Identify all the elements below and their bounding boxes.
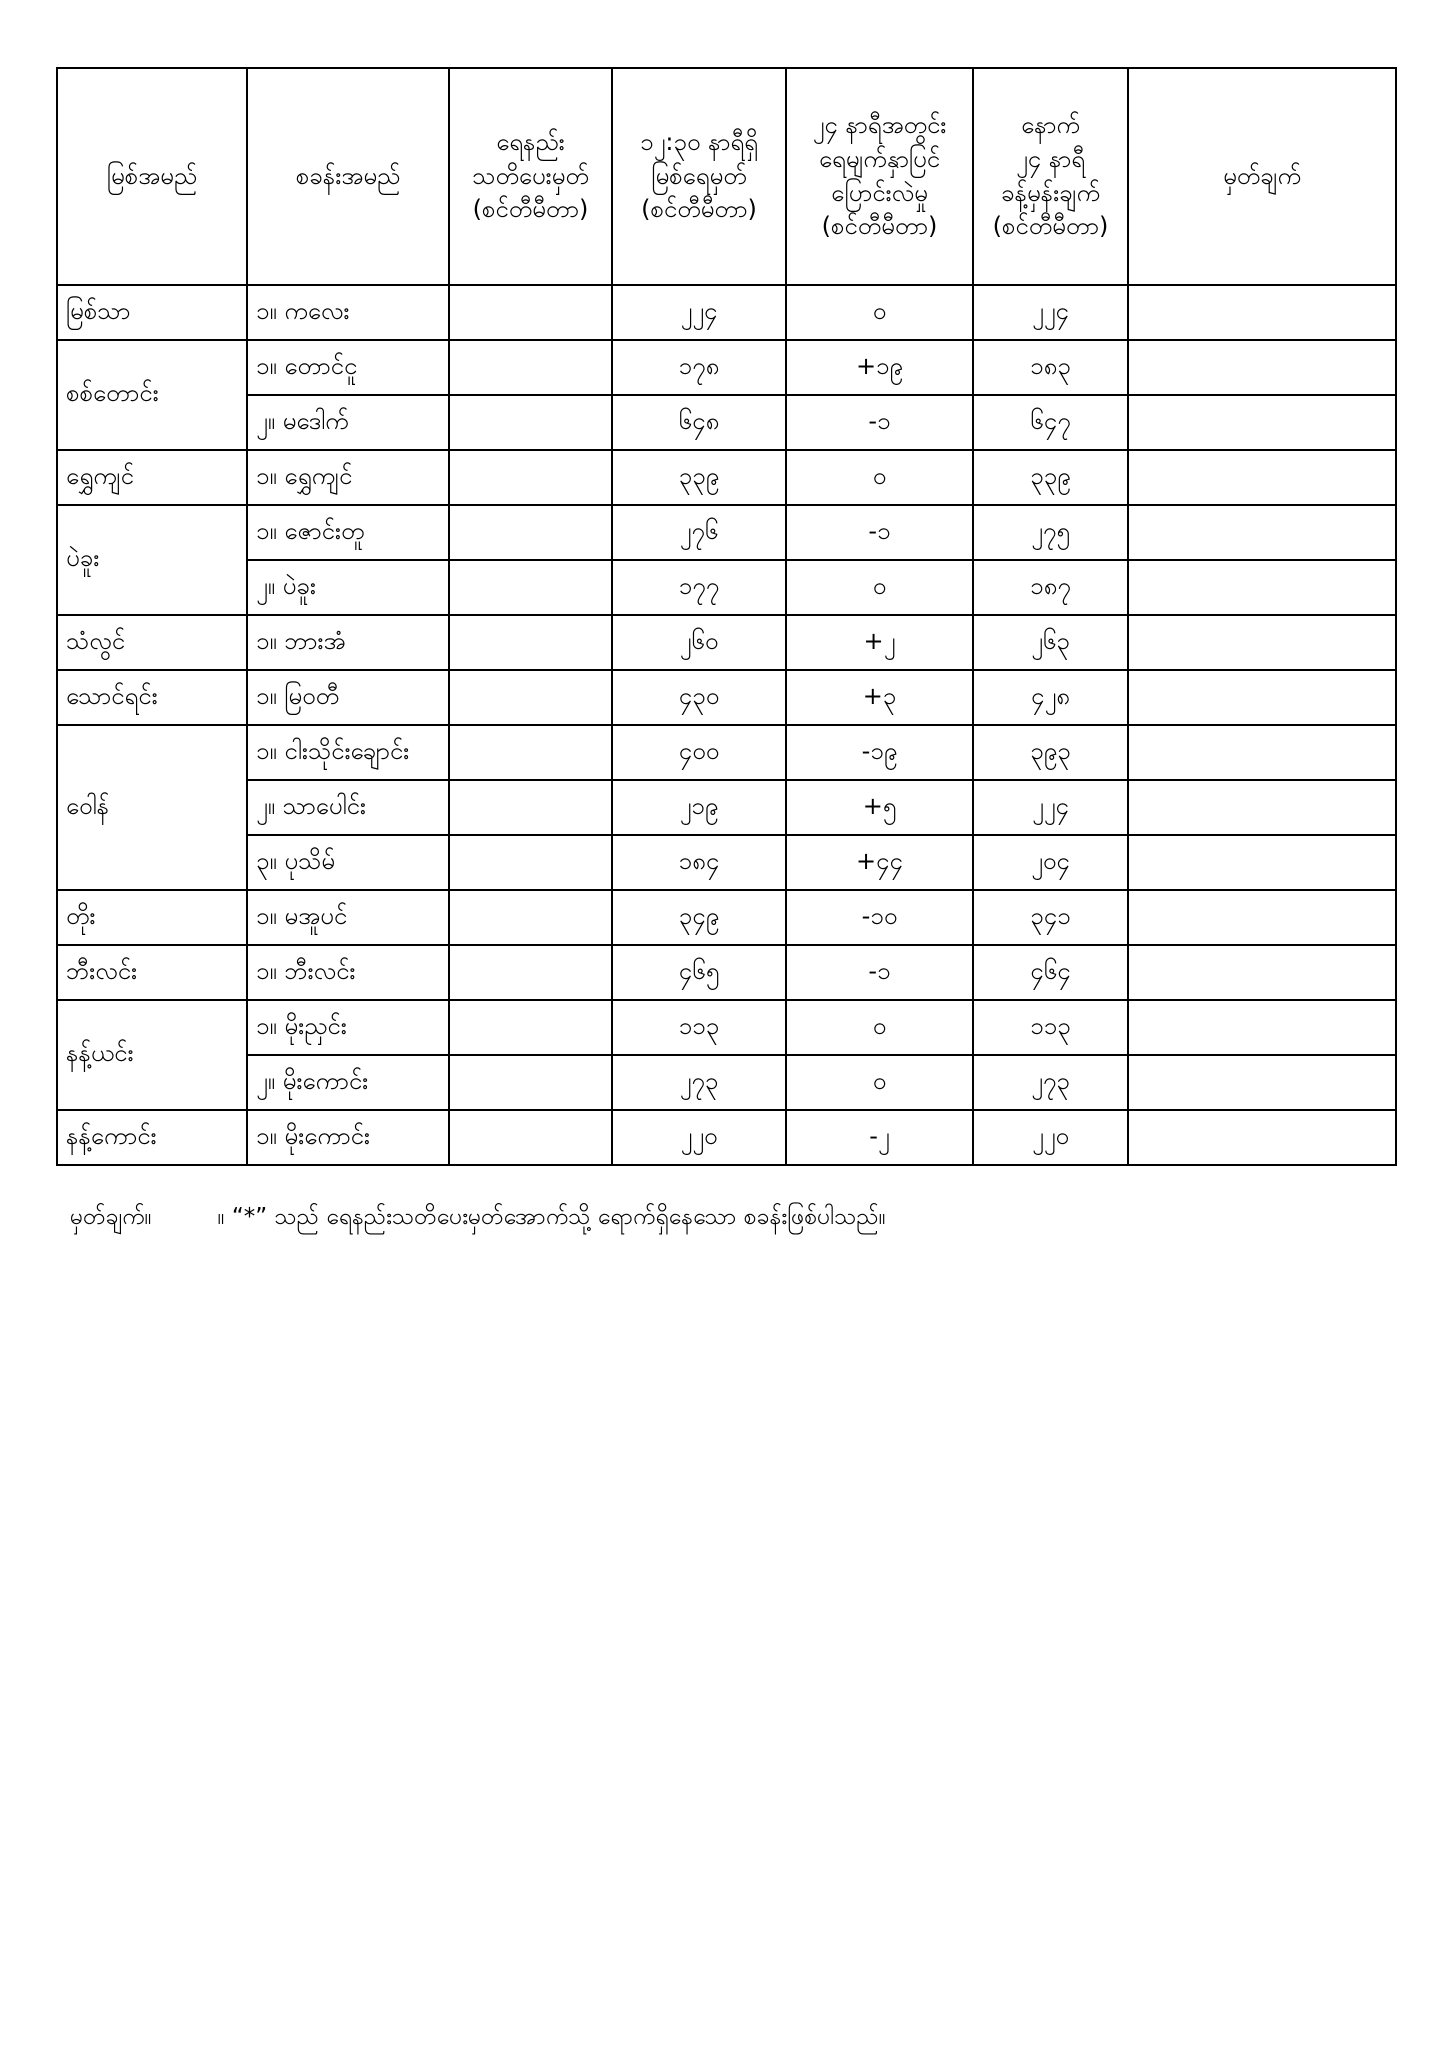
water-level-cell: ၁၈၄ (612, 835, 786, 890)
table-row (57, 670, 1396, 725)
danger-level-cell (449, 615, 612, 670)
change-cell: +၃ (786, 670, 973, 725)
river-name-cell: နန့်ကောင်း (57, 1110, 247, 1165)
danger-level-cell (449, 340, 612, 395)
remark-cell (1128, 450, 1396, 505)
river-name-cell: ရွှေကျင် (57, 450, 247, 505)
remark-cell (1128, 725, 1396, 780)
remark-cell (1128, 615, 1396, 670)
danger-level-cell (449, 285, 612, 340)
river-level-table (56, 67, 1397, 1166)
water-level-cell: ၄၆၅ (612, 945, 786, 1000)
change-cell: -၁၀ (786, 890, 973, 945)
danger-level-cell (449, 835, 612, 890)
footnote-text: ။ “*” သည် ရေနည်းသတိပေးမှတ်အောက်သို့ ရောက်ရှိနေသော စခန်းဖြစ်ပါသည်။ (217, 1204, 886, 1230)
header-row (57, 68, 1396, 285)
change-cell: +၂ (786, 615, 973, 670)
forecast-cell: ၃၉၃ (973, 725, 1128, 780)
station-name-cell: ၁။ မိုးညှင်း (247, 1000, 449, 1055)
danger-level-cell (449, 725, 612, 780)
remark-cell (1128, 505, 1396, 560)
river-name-cell: နန့်ယင်း (57, 1000, 247, 1110)
forecast-cell: ၂၆၃ (973, 615, 1128, 670)
header-change: ၂၄ နာရီအတွင်း ရေမျက်နှာပြင် ပြောင်းလဲမှု (စင်တီမီတာ) (786, 68, 973, 285)
change-cell: -၁၉ (786, 725, 973, 780)
station-name-cell: ၁။ တောင်ငူ (247, 340, 449, 395)
danger-level-cell (449, 395, 612, 450)
water-level-cell: ၂၂၀ (612, 1110, 786, 1165)
table-row (57, 615, 1396, 670)
danger-level-cell (449, 890, 612, 945)
remark-cell (1128, 890, 1396, 945)
table-row (57, 450, 1396, 505)
station-name-cell: ၁။ ကလေး (247, 285, 449, 340)
danger-level-cell (449, 450, 612, 505)
header-river: မြစ်အမည် (57, 68, 247, 285)
change-cell: +၅ (786, 780, 973, 835)
forecast-cell: ၄၆၄ (973, 945, 1128, 1000)
change-cell: -၁ (786, 395, 973, 450)
river-name-cell: စစ်တောင်း (57, 340, 247, 450)
table-row (57, 1000, 1396, 1055)
header-danger-level: ရေနည်း သတိပေးမှတ် (စင်တီမီတာ) (449, 68, 612, 285)
table-row (57, 1055, 1396, 1110)
forecast-cell: ၆၄၇ (973, 395, 1128, 450)
remark-cell (1128, 1055, 1396, 1110)
table-row (57, 835, 1396, 890)
forecast-cell: ၃၃၉ (973, 450, 1128, 505)
forecast-cell: ၂၂၄ (973, 285, 1128, 340)
water-level-cell: ၂၆၀ (612, 615, 786, 670)
header-water-level: ၁၂:၃၀ နာရီရှိ မြစ်ရေမှတ် (စင်တီမီတာ) (612, 68, 786, 285)
river-name-cell: သံလွင် (57, 615, 247, 670)
water-level-cell: ၁၁၃ (612, 1000, 786, 1055)
station-name-cell: ၃။ ပုသိမ် (247, 835, 449, 890)
danger-level-cell (449, 560, 612, 615)
remark-cell (1128, 835, 1396, 890)
danger-level-cell (449, 945, 612, 1000)
station-name-cell: ၁။ မိုးကောင်း (247, 1110, 449, 1165)
change-cell: -၁ (786, 505, 973, 560)
remark-cell (1128, 1110, 1396, 1165)
station-name-cell: ၁။ ဇောင်းတူ (247, 505, 449, 560)
station-name-cell: ၂။ သာပေါင်း (247, 780, 449, 835)
table-row (57, 725, 1396, 780)
forecast-cell: ၂၇၃ (973, 1055, 1128, 1110)
header-forecast: နောက် ၂၄ နာရီ ခန့်မှန်းချက် (စင်တီမီတာ) (973, 68, 1128, 285)
remark-cell (1128, 945, 1396, 1000)
table-body (57, 285, 1396, 1165)
change-cell: +၁၉ (786, 340, 973, 395)
river-name-cell: သောင်ရင်း (57, 670, 247, 725)
remark-cell (1128, 395, 1396, 450)
danger-level-cell (449, 780, 612, 835)
river-name-cell: ဘီးလင်း (57, 945, 247, 1000)
table-row (57, 560, 1396, 615)
river-name-cell: ဝေါန် (57, 725, 247, 890)
footnote (70, 1202, 886, 1236)
water-level-cell: ၄၀၀ (612, 725, 786, 780)
change-cell: ၀ (786, 1000, 973, 1055)
remark-cell (1128, 340, 1396, 395)
remark-cell (1128, 780, 1396, 835)
forecast-cell: ၁၁၃ (973, 1000, 1128, 1055)
river-name-cell: မြစ်သာ (57, 285, 247, 340)
station-name-cell: ၁။ မအူပင် (247, 890, 449, 945)
danger-level-cell (449, 1000, 612, 1055)
table-row (57, 505, 1396, 560)
danger-level-cell (449, 1110, 612, 1165)
change-cell: -၁ (786, 945, 973, 1000)
change-cell: ၀ (786, 285, 973, 340)
water-level-cell: ၁၇၈ (612, 340, 786, 395)
station-name-cell: ၂။ ပဲခူး (247, 560, 449, 615)
water-level-cell: ၂၇၃ (612, 1055, 786, 1110)
danger-level-cell (449, 670, 612, 725)
water-level-cell: ၄၃၀ (612, 670, 786, 725)
table-row (57, 780, 1396, 835)
river-name-cell: ပဲခူး (57, 505, 247, 615)
water-level-cell: ၂၂၄ (612, 285, 786, 340)
table-row (57, 890, 1396, 945)
water-level-cell: ၁၇၇ (612, 560, 786, 615)
change-cell: ၀ (786, 1055, 973, 1110)
table-row (57, 285, 1396, 340)
danger-level-cell (449, 505, 612, 560)
remark-cell (1128, 560, 1396, 615)
table-row (57, 340, 1396, 395)
forecast-cell: ၂၇၅ (973, 505, 1128, 560)
change-cell: -၂ (786, 1110, 973, 1165)
water-level-cell: ၃၄၉ (612, 890, 786, 945)
forecast-cell: ၂၀၄ (973, 835, 1128, 890)
header-station: စခန်းအမည် (247, 68, 449, 285)
water-level-cell: ၃၃၉ (612, 450, 786, 505)
table-row (57, 1110, 1396, 1165)
forecast-cell: ၂၂၄ (973, 780, 1128, 835)
remark-cell (1128, 285, 1396, 340)
change-cell: ၀ (786, 560, 973, 615)
water-level-cell: ၆၄၈ (612, 395, 786, 450)
station-name-cell: ၁။ မြဝတီ (247, 670, 449, 725)
water-level-cell: ၂၇၆ (612, 505, 786, 560)
forecast-cell: ၂၂၀ (973, 1110, 1128, 1165)
station-name-cell: ၁။ ရွှေကျင် (247, 450, 449, 505)
change-cell: ၀ (786, 450, 973, 505)
station-name-cell: ၁။ ငါးသိုင်းချောင်း (247, 725, 449, 780)
change-cell: +၄၄ (786, 835, 973, 890)
station-name-cell: ၁။ ဘားအံ (247, 615, 449, 670)
forecast-cell: ၁၈၇ (973, 560, 1128, 615)
forecast-cell: ၄၂၈ (973, 670, 1128, 725)
station-name-cell: ၁။ ဘီးလင်း (247, 945, 449, 1000)
remark-cell (1128, 1000, 1396, 1055)
remark-cell (1128, 670, 1396, 725)
station-name-cell: ၂။ မဒေါက် (247, 395, 449, 450)
table-row (57, 395, 1396, 450)
table-row (57, 945, 1396, 1000)
danger-level-cell (449, 1055, 612, 1110)
forecast-cell: ၁၈၃ (973, 340, 1128, 395)
forecast-cell: ၃၄၁ (973, 890, 1128, 945)
footnote-label: မှတ်ချက်။ (70, 1204, 152, 1230)
station-name-cell: ၂။ မိုးကောင်း (247, 1055, 449, 1110)
river-name-cell: တိုး (57, 890, 247, 945)
header-remark: မှတ်ချက် (1128, 68, 1396, 285)
water-level-cell: ၂၁၉ (612, 780, 786, 835)
